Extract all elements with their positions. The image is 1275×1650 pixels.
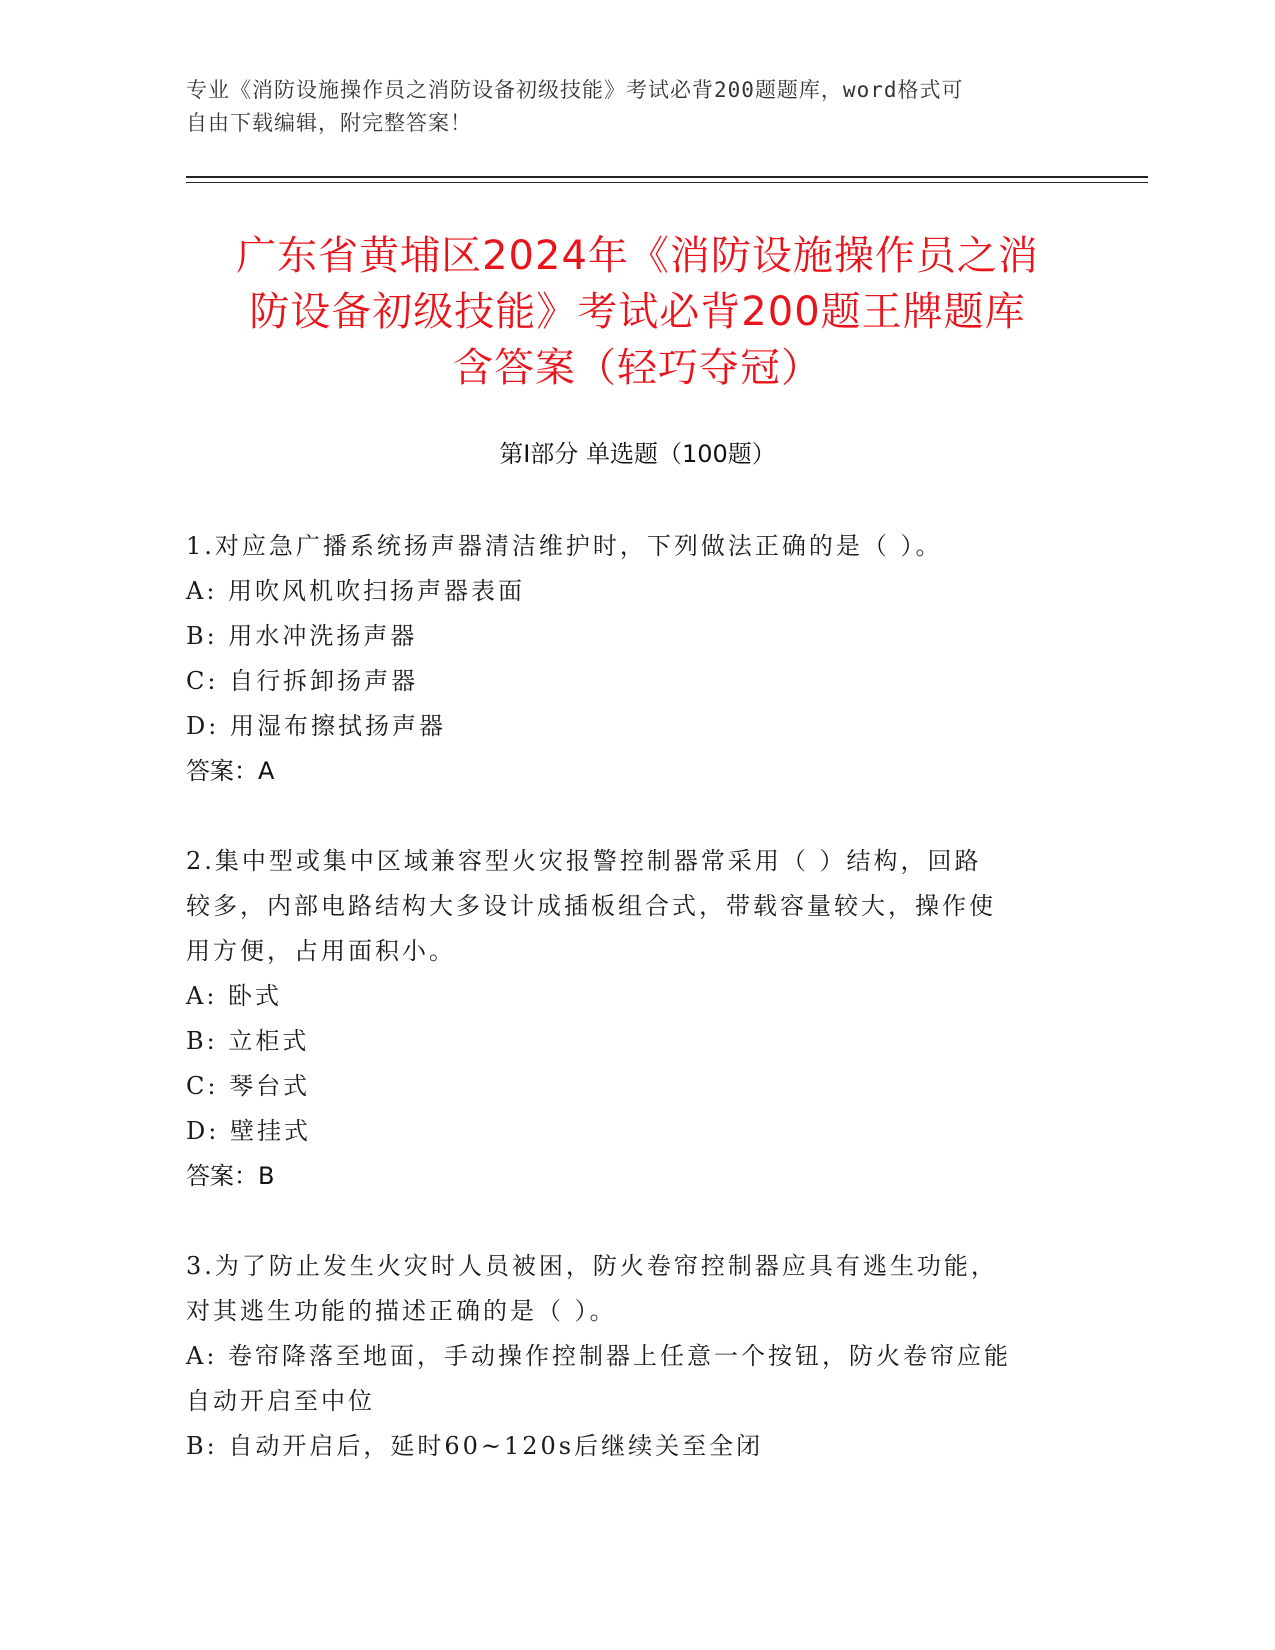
answer-label: 答案：A xyxy=(186,757,275,785)
question-stem: 用方便，占用面积小。 xyxy=(186,937,456,965)
title-line: 防设备初级技能》考试必背200题王牌题库 xyxy=(249,289,1026,335)
question-stem: 2.集中型或集中区域兼容型火灾报警控制器常采用（ ）结构，回路 xyxy=(186,847,982,875)
option-b: B: 自动开启后，延时60~120s后继续关至全闭 xyxy=(186,1432,764,1460)
title-line: 广东省黄埔区2024年《消防设施操作员之消 xyxy=(236,233,1039,279)
question-stem: 较多，内部电路结构大多设计成插板组合式，带载容量较大，操作使 xyxy=(186,892,996,920)
document-title xyxy=(150,228,1125,396)
header-note xyxy=(186,74,1066,140)
option-b: B: 立柜式 xyxy=(186,1027,310,1055)
answer-label: 答案：B xyxy=(186,1162,275,1190)
question-3 xyxy=(186,1244,1086,1469)
option-a-continued: 自动开启至中位 xyxy=(186,1387,375,1415)
question-stem: 1.对应急广播系统扬声器清洁维护时，下列做法正确的是（ ）。 xyxy=(186,532,943,560)
question-list xyxy=(186,524,1086,1514)
title-line: 含答案（轻巧夺冠） xyxy=(453,345,822,391)
option-a: A: 卧式 xyxy=(186,982,283,1010)
question-stem: 3.为了防止发生火灾时人员被困，防火卷帘控制器应具有逃生功能， xyxy=(186,1252,998,1280)
header-note-line: 自由下载编辑，附完整答案！ xyxy=(186,111,472,135)
header-divider xyxy=(186,176,1148,178)
option-a: A: 用吹风机吹扫扬声器表面 xyxy=(186,577,526,605)
header-divider-thin xyxy=(186,182,1148,183)
section-heading: 第Ⅰ部分 单选题（100题） xyxy=(499,440,776,468)
header-note-line: 专业《消防设施操作员之消防设备初级技能》考试必背200题题库，word格式可 xyxy=(186,78,964,102)
question-stem: 对其逃生功能的描述正确的是（ ）。 xyxy=(186,1297,617,1325)
question-2 xyxy=(186,839,1086,1199)
question-1 xyxy=(186,524,1086,794)
option-c: C: 自行拆卸扬声器 xyxy=(186,667,419,695)
option-c: C: 琴台式 xyxy=(186,1072,311,1100)
option-b: B: 用水冲洗扬声器 xyxy=(186,622,418,650)
option-d: D: 壁挂式 xyxy=(186,1117,311,1145)
option-d: D: 用湿布擦拭扬声器 xyxy=(186,712,446,740)
option-a: A: 卷帘降落至地面，手动操作控制器上任意一个按钮，防火卷帘应能 xyxy=(186,1342,1012,1370)
